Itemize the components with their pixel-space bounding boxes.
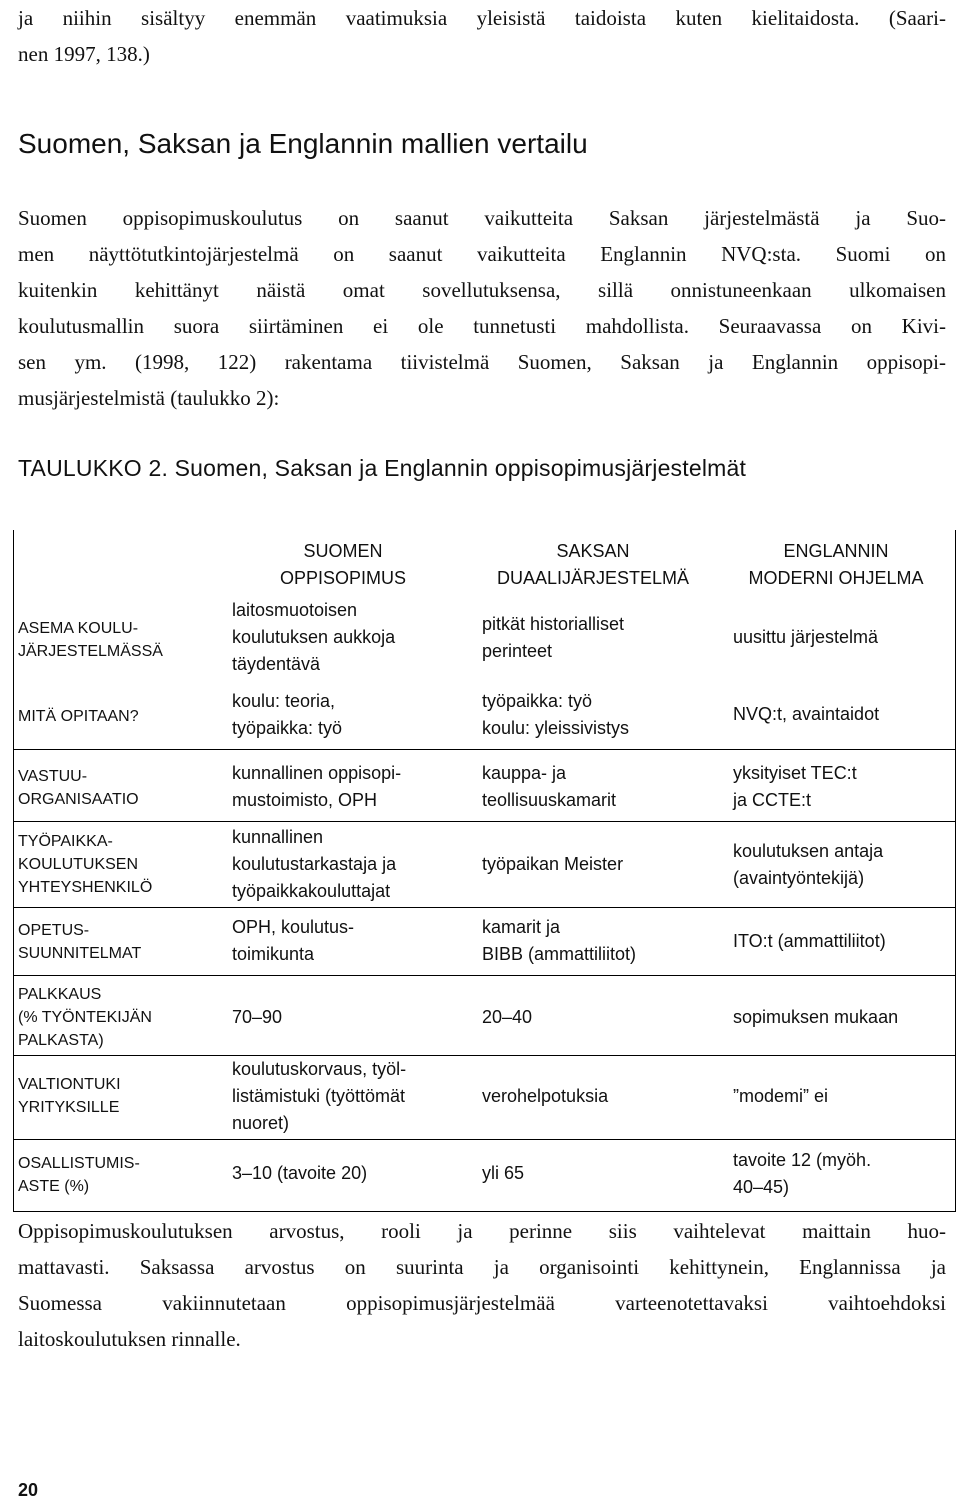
cell-line: ”modemi” ei [733,1086,829,1106]
cell-suomi [232,914,354,968]
paragraph-line: kuitenkin kehittänyt näistä omat sovellutuksensa, sillä onnistuneenkaan ulkomaisen [18,278,946,302]
header-line: SAKSAN [556,541,630,561]
row-label [18,983,152,1052]
cell-line: kunnallinen oppisopi- [232,763,402,783]
cell-saksa [482,1160,524,1187]
cell-suomi [232,1004,282,1031]
cell-line: ITO:t (ammattiliitot) [733,931,886,951]
label-line: PALKKAUS [18,986,102,1003]
table-border-right [955,530,956,1212]
label-line: JÄRJESTELMÄSSÄ [18,643,163,660]
table-divider [13,821,955,822]
cell-englanti [733,701,879,728]
body-paragraph [18,1213,946,1357]
label-line: TYÖPAIKKA- [18,833,113,850]
table-caption: TAULUKKO 2. Suomen, Saksan ja Englannin oppisopimusjärjestelmät [18,455,747,481]
cell-line: koulu: teoria, [232,691,336,711]
paragraph-line: mattavasti. Saksassa arvostus on suurinta ja organisointi kehittynein, Englannissa ja [18,1255,946,1279]
paragraph-line: musjärjestelmistä (taulukko 2): [18,386,280,410]
column-header-saksa [468,538,718,592]
cell-line: mustoimisto, OPH [232,790,378,810]
header-line: MODERNI OHJELMA [748,568,924,588]
row-label [18,765,139,811]
cell-line: OPH, koulutus- [232,917,355,937]
table-border-left [13,530,14,1212]
label-line: YRITYKSILLE [18,1099,120,1116]
paragraph-line: Oppisopimuskoulutuksen arvostus, rooli ja perinne siis vaihtelevat maittain huo- [18,1219,946,1243]
paragraph-line: men näyttötutkintojärjestelmä on saanut vaikutteita Englannin NVQ:sta. Suomi on [18,242,946,266]
cell-line: teollisuuskamarit [482,790,617,810]
table-divider [13,907,955,908]
body-paragraph [18,200,946,416]
cell-line: 70–90 [232,1007,283,1027]
cell-saksa [482,1083,608,1110]
row-label [18,1152,140,1198]
cell-saksa [482,611,624,665]
column-header-suomi [218,538,468,592]
page-number: 20 [18,1480,39,1500]
cell-englanti [733,1147,871,1201]
table-divider [13,1211,955,1212]
cell-saksa [482,1004,532,1031]
cell-line: 3–10 (tavoite 20) [232,1163,368,1183]
paragraph-line: sen ym. (1998, 122) rakentama tiivistelmä Suomen, Saksan ja Englannin oppisopi- [18,350,946,374]
cell-line: tavoite 12 (myöh. [733,1150,872,1170]
cell-line: kamarit ja [482,917,561,937]
cell-line: kunnallinen [232,827,324,847]
column-header-englanti [718,538,954,592]
paragraph-line: laitoskoulutuksen rinnalle. [18,1327,241,1351]
cell-line: koulutuksen antaja [733,841,884,861]
table-divider [13,749,955,750]
table-divider [13,1139,955,1140]
cell-line: koulutuksen aukkoja [232,627,396,647]
label-line: MITÄ OPITAAN? [18,708,139,725]
cell-line: yksityiset TEC:t [733,763,857,783]
intro-line: nen 1997, 138.) [18,42,150,66]
label-line: (% TYÖNTEKIJÄN [18,1009,152,1026]
table-divider [13,975,955,976]
cell-suomi [232,824,396,905]
header-line: ENGLANNIN [783,541,889,561]
cell-suomi [232,688,342,742]
cell-line: uusittu järjestelmä [733,627,879,647]
cell-saksa [482,851,623,878]
paragraph-line: Suomen oppisopimuskoulutus on saanut vaikutteita Saksan järjestelmästä ja Suo- [18,206,946,230]
label-line: ORGANISAATIO [18,791,139,808]
cell-suomi [232,1160,367,1187]
label-line: ASEMA KOULU- [18,620,139,637]
paragraph-line: koulutusmallin suora siirtäminen ei ole tunnetusti mahdollista. Seuraavassa on Kivi- [18,314,946,338]
cell-line: työpaikkakouluttajat [232,881,391,901]
cell-line: kauppa- ja [482,763,567,783]
cell-line: koulutustarkastaja ja [232,854,397,874]
cell-englanti [733,1004,898,1031]
cell-line: työpaikka: työ [482,691,593,711]
label-line: PALKASTA) [18,1032,104,1049]
label-line: KOULUTUKSEN [18,856,139,873]
cell-line: pitkät historialliset [482,614,625,634]
cell-englanti [733,838,883,892]
cell-line: 40–45) [733,1177,790,1197]
cell-saksa [482,914,636,968]
row-label [18,919,141,965]
row-label [18,705,139,728]
cell-line: nuoret) [232,1113,290,1133]
paragraph-line: Suomessa vakiinnutetaan oppisopimusjärjestelmää varteenotettavaksi vaihtoehdoksi [18,1291,946,1315]
cell-line: laitosmuotoisen [232,600,358,620]
cell-suomi [232,760,401,814]
cell-suomi [232,597,395,678]
label-line: ASTE (%) [18,1178,90,1195]
cell-saksa [482,760,616,814]
cell-line: listämistuki (työttömät [232,1086,406,1106]
cell-line: toimikunta [232,944,315,964]
cell-line: verohelpotuksia [482,1086,609,1106]
row-label [18,617,163,663]
cell-saksa [482,688,629,742]
cell-line: NVQ:t, avaintaidot [733,704,880,724]
label-line: SUUNNITELMAT [18,945,142,962]
label-line: OPETUS- [18,922,90,939]
cell-line: perinteet [482,641,553,661]
header-line: OPPISOPIMUS [279,568,407,588]
header-line: SUOMEN [303,541,383,561]
label-line: YHTEYSHENKILÖ [18,879,153,896]
cell-englanti [733,1083,828,1110]
cell-line: sopimuksen mukaan [733,1007,899,1027]
cell-line: työpaikka: työ [232,718,343,738]
cell-line: koulutuskorvaus, työl- [232,1059,407,1079]
label-line: VASTUU- [18,768,88,785]
cell-line: (avaintyöntekijä) [733,868,865,888]
cell-englanti [733,928,886,955]
cell-englanti [733,624,878,651]
cell-line: ja CCTE:t [733,790,812,810]
cell-suomi [232,1056,406,1137]
cell-line: koulu: yleissivistys [482,718,630,738]
row-label [18,1073,121,1119]
cell-line: yli 65 [482,1163,525,1183]
cell-englanti [733,760,857,814]
label-line: VALTIONTUKI [18,1076,121,1093]
cell-line: työpaikan Meister [482,854,624,874]
section-heading: Suomen, Saksan ja Englannin mallien vertailu [18,128,588,159]
cell-line: 20–40 [482,1007,533,1027]
intro-paragraph [18,0,946,72]
table-divider [13,1055,955,1056]
header-line: DUAALIJÄRJESTELMÄ [496,568,690,588]
label-line: OSALLISTUMIS- [18,1155,140,1172]
cell-line: BIBB (ammattiliitot) [482,944,637,964]
cell-line: täydentävä [232,654,321,674]
row-label [18,830,152,899]
intro-line: ja niihin sisältyy enemmän vaatimuksia yleisistä taidoista kuten kielitaidosta. (Saari- [18,6,946,30]
